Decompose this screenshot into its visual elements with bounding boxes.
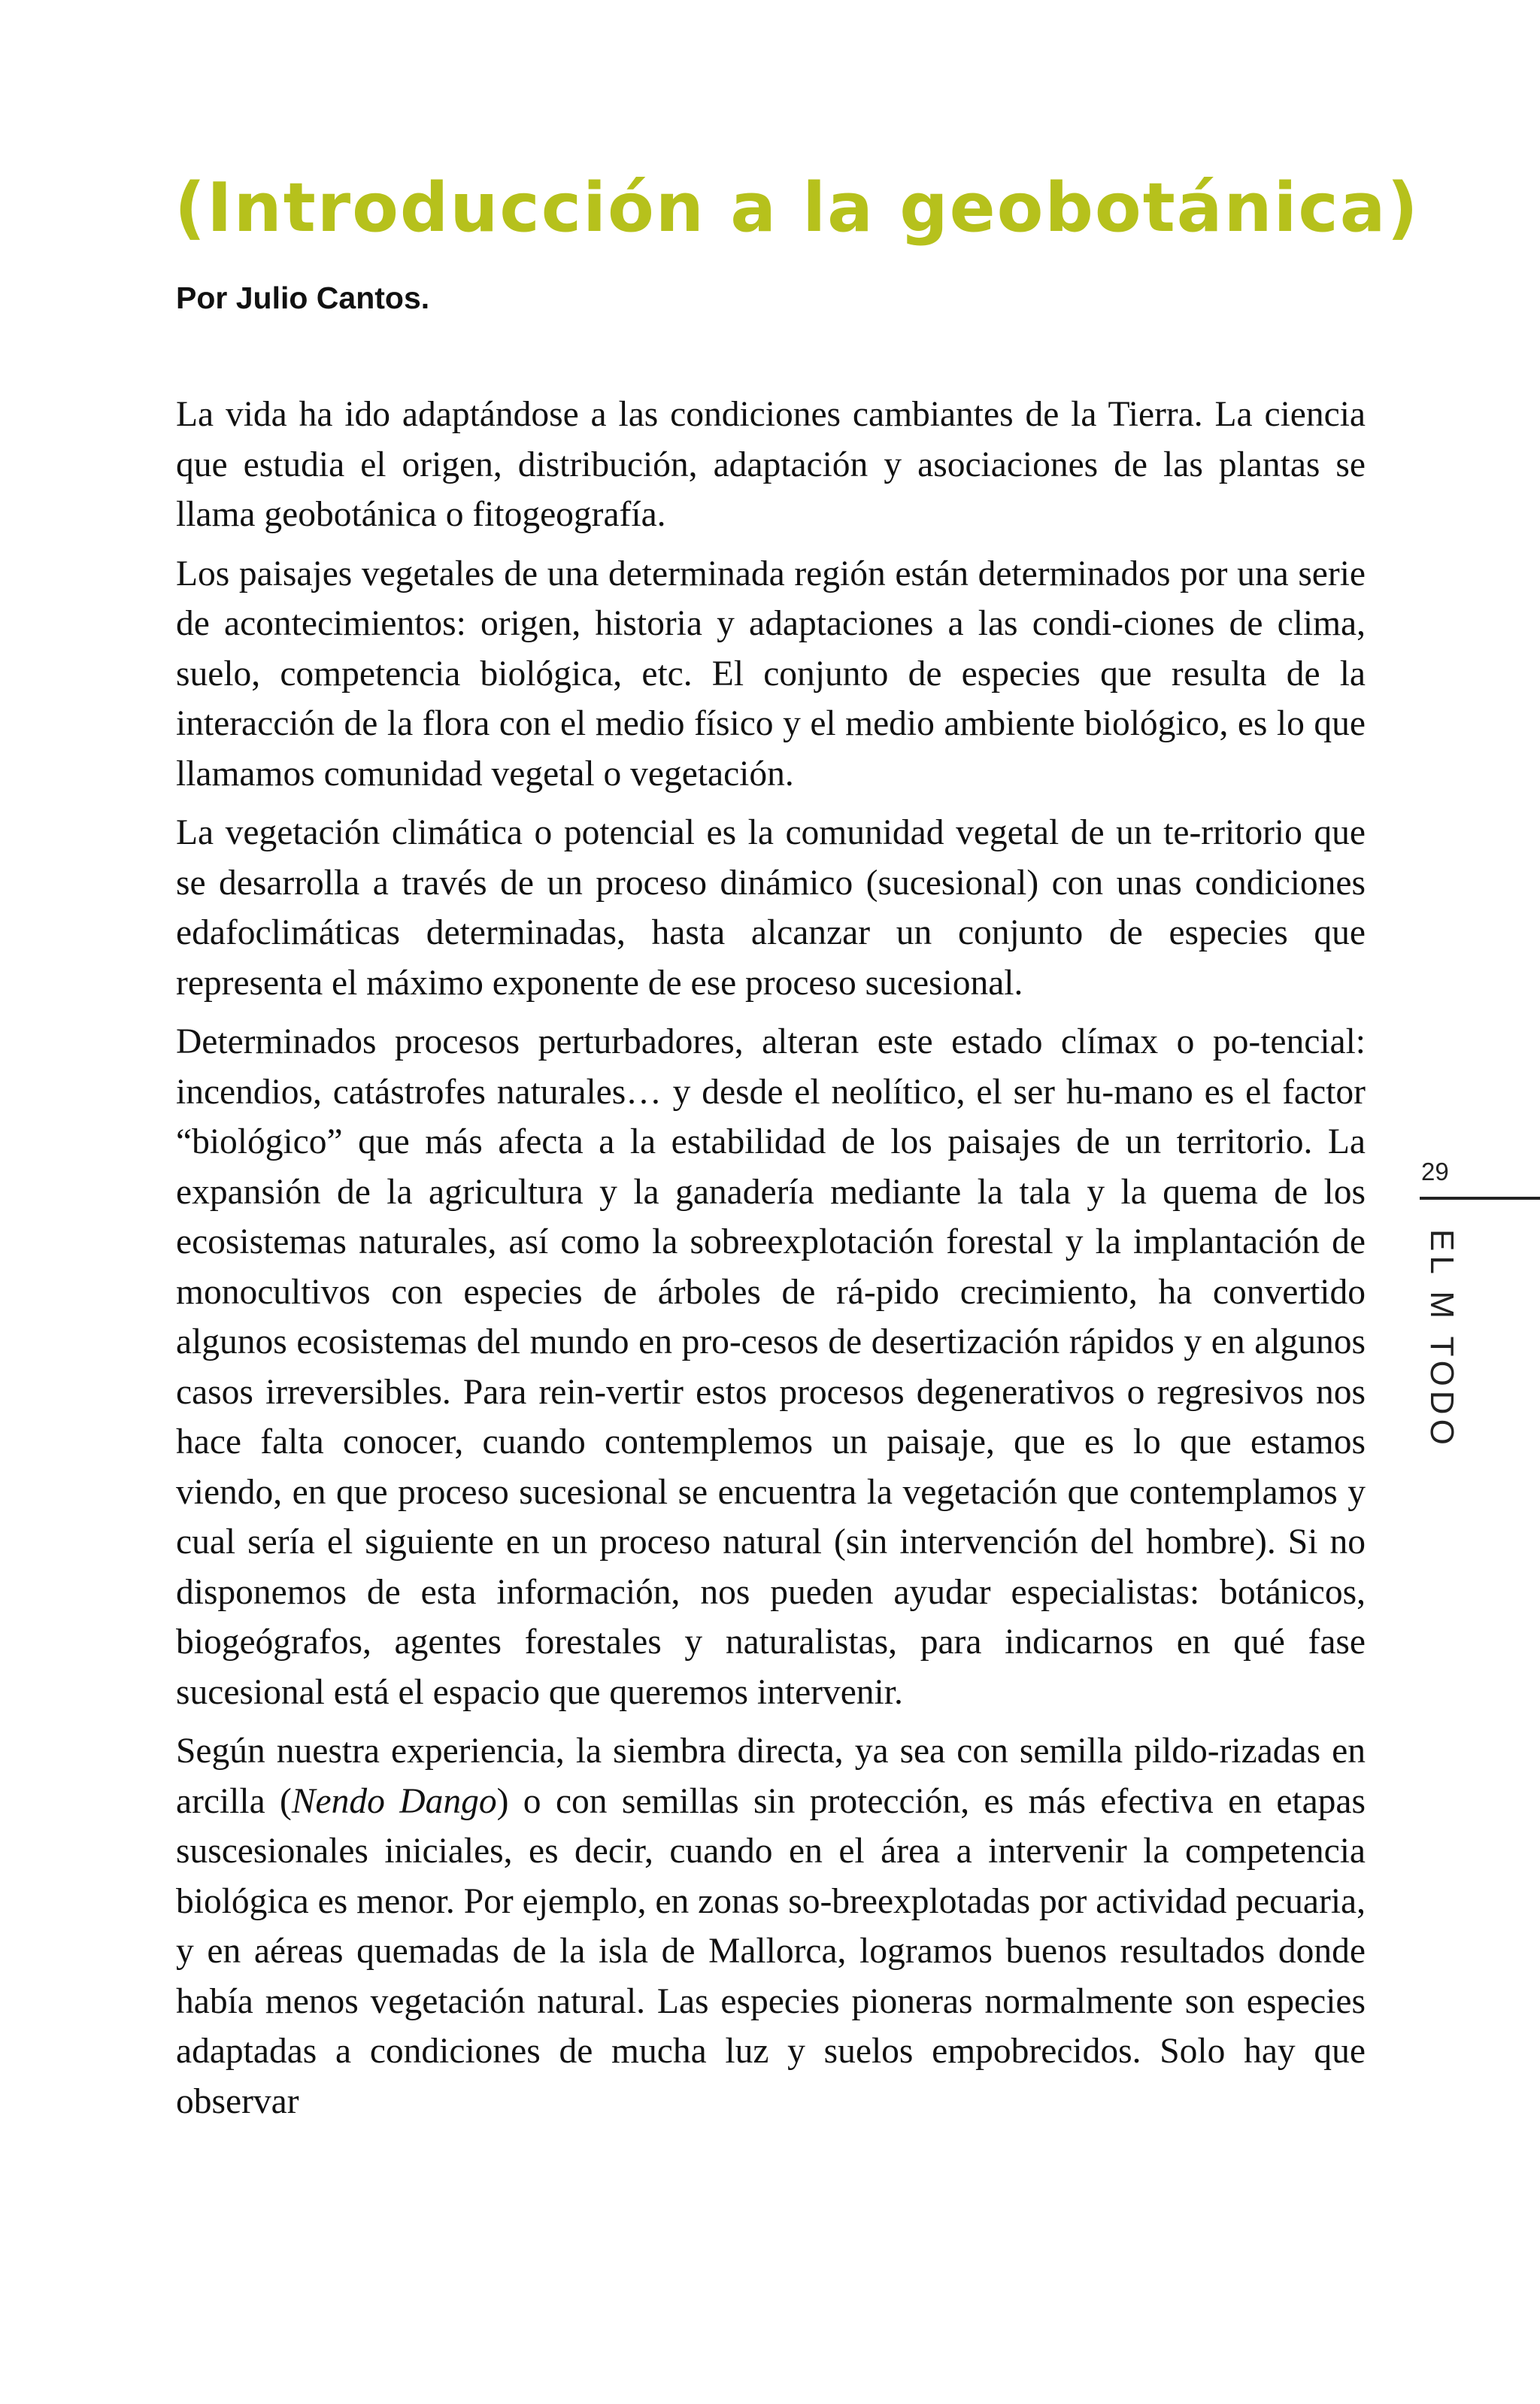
paragraph-direct-seeding — [176, 1726, 1366, 2126]
paragraph-intro: La vida ha ido adaptándose a las condiciones cambiantes de la Tierra. La ciencia que estudia el origen, distribución, adaptación y asociaciones de las plantas se llama geobotánica o fitogeografía. — [176, 395, 1366, 534]
article-author: Por Julio Cantos. — [176, 281, 430, 315]
paragraph-potential-vegetation: La vegetación climática o potencial es la comunidad vegetal de un te-rritorio que se desarrolla a través de un proceso dinámico (sucesional) con unas condiciones edafoclimáticas determinadas, hasta alcanzar un conjunto de especies que representa el máximo exponente de ese proceso sucesional. — [176, 813, 1366, 1003]
page-number: 29 — [1421, 1158, 1449, 1185]
nendo-dango-term: Nendo Dango — [291, 1781, 497, 1821]
paragraph-landscapes: Los paisajes vegetales de una determinada región están determinados por una serie de acontecimientos: origen, historia y adaptaciones a las condi-ciones de clima, suelo, competencia biológica, etc. El conjunto de especies que resulta de la interacción de la flora con el medio físico y el medio ambiente biológico, es lo que llamamos comunidad vegetal o vegetación. — [176, 554, 1366, 794]
paragraph-disturbances: Determinados procesos perturbadores, alteran este estado clímax o po-tencial: incendios, catástrofes naturales… y desde el neolítico, el ser hu-mano es el factor “biológico” que más afecta a la estabilidad de los paisajes de un territorio. La expansión de la agricultura y la ganadería mediante la tala y la quema de los ecosistemas naturales, así como la sobreexplotación forestal y la implantación de monocultivos con especies de árboles de rá-pido crecimiento, ha convertido algunos ecosistemas del mundo en pro-cesos de desertización rápidos y en algunos casos irreversibles. Para rein-vertir estos procesos degenerativos o regresivos nos hace falta conocer, cuando contemplemos un paisaje, que es lo que estamos viendo, en que proceso sucesional se encuentra la vegetación que contemplamos y cual sería el siguiente en un proceso natural (sin intervención del hombre). Si no disponemos de esta información, nos pueden ayudar especialistas: botánicos, biogeógrafos, agentes forestales y naturalistas, para indicarnos en qué fase sucesional está el espacio que queremos intervenir. — [176, 1022, 1366, 1712]
paragraph-direct-seeding-start: Según nuestra experiencia, la siembra directa, ya sea con semilla pildo-rizadas en arcilla ( — [176, 1732, 1366, 1821]
section-label: EL M TODO — [1423, 1229, 1460, 1449]
paragraph-direct-seeding-end: ) o con semillas sin protección, es más efectiva en etapas suscesionales iniciales, es decir, cuando en el área a intervenir la competencia biológica es menor. Por ejemplo, en zonas so-breexplotadas por actividad pecuaria, y en aéreas quemadas de la isla de Mallorca, logramos buenos resultados donde había menos vegetación natural. Las especies pioneras normalmente son especies adaptadas a condiciones de mucha luz y suelos empobrecidos. Solo hay que observar — [176, 1781, 1366, 2121]
folio-rule — [1420, 1197, 1540, 1200]
article-body — [176, 390, 1366, 2135]
article-title: (Introducción a la geobotánica) — [174, 168, 1420, 247]
